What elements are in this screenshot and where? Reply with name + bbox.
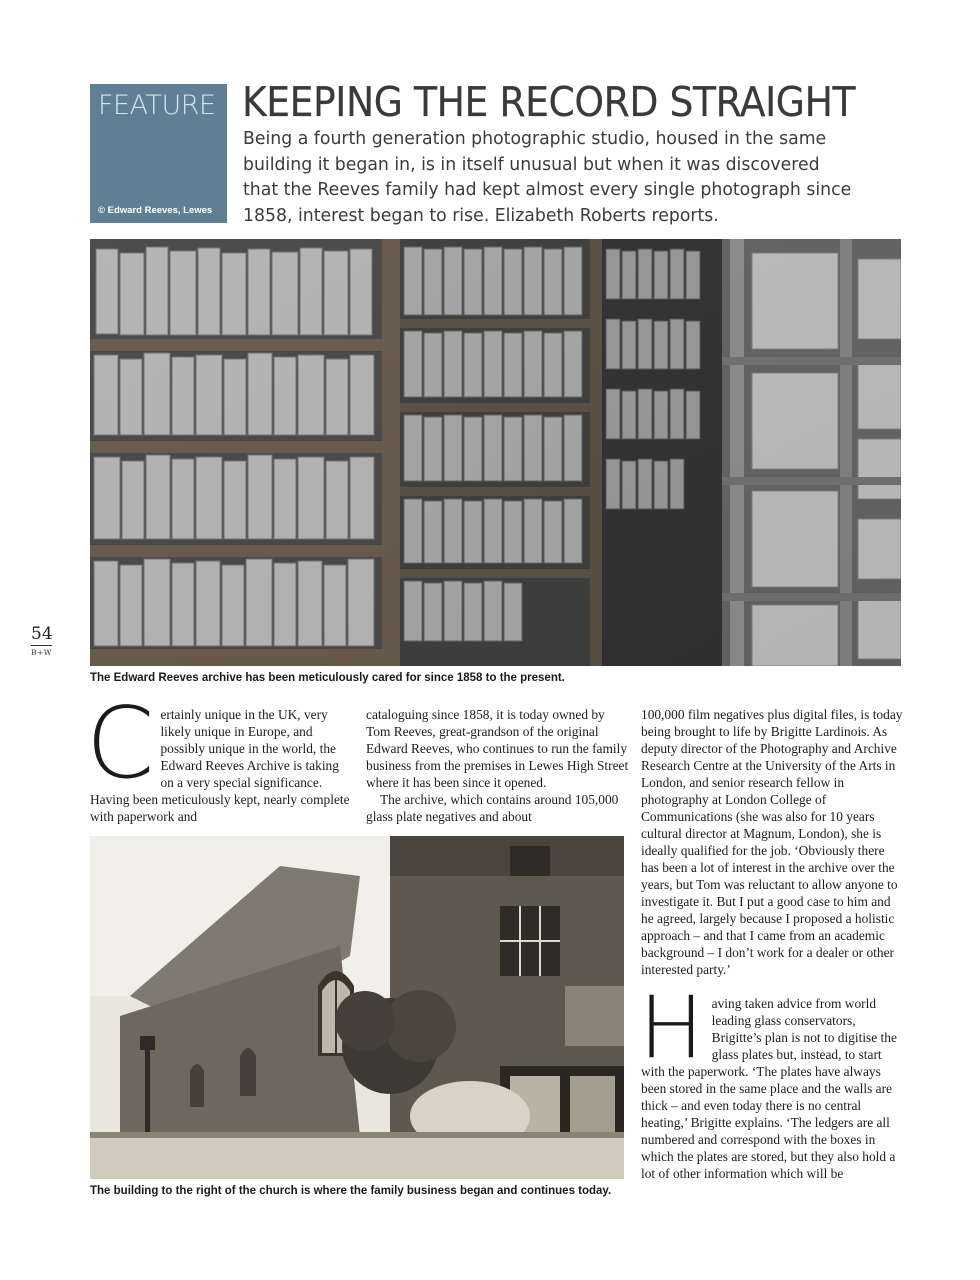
article-standfirst: Being a fourth generation photographic studio, housed in the same building it began in, is in itself unusual but when it was discovered that the Reeves family had kept almost every single photograph since 1858, interest began to rise. Elizabeth Roberts reports. xyxy=(243,128,852,226)
article-paragraph: aving taken advice from world leading glass conservators, Brigitte’s plan is not to digitise the glass plates but, instead, to start with the paperwork. ‘The plates have always been stored in the same place and the walls are thick – and even today there is no central heating,’ Brigitte explains. ‘The ledgers are all numbered and correspond with the boxes in which the plates are stored, but they also hold a lot of other information which will be xyxy=(641,996,897,1181)
feature-section-box xyxy=(90,84,227,223)
folio-divider xyxy=(31,645,52,646)
article-paragraph: The archive, which contains around 105,000 glass plate negatives and about xyxy=(366,792,619,824)
article-paragraph: cataloguing since 1858, it is today owned by Tom Reeves, great-grandson of the original Edward Reeves, who continues to run the family business from the premises in Lewes High Street where it has been since it opened. xyxy=(366,707,629,790)
article-column-2 xyxy=(366,706,630,825)
section-label: FEATURE xyxy=(98,90,216,121)
article-column-1 xyxy=(86,687,352,825)
drop-cap-h: H xyxy=(639,978,704,1078)
archive-photo-caption: The Edward Reeves archive has been meticulously cared for since 1858 to the present. xyxy=(90,672,565,684)
article-column-3 xyxy=(641,706,903,1182)
archive-shelves-photo xyxy=(90,239,901,666)
building-photo xyxy=(90,836,624,1179)
article-headline: KEEPING THE RECORD STRAIGHT xyxy=(242,78,856,126)
drop-cap-c: C xyxy=(86,687,155,801)
article-paragraph: ertainly unique in the UK, very likely unique in Europe, and possibly unique in the world, the Edward Reeves Archive is taking on a very special significance. Having been meticulously kept, nearly complete with paperwork and xyxy=(90,707,350,824)
page-number: 54 xyxy=(31,624,53,644)
article-paragraph: 100,000 film negatives plus digital files, is today being brought to life by Brigitte Lardinois. As deputy director of the Photography and Archive Research Centre at the University of the Arts in London, and senior research fellow in photography at London College of Communications (she was also for 10 years cultural director at Magnum, London), she is ideally qualified for the job. ‘Obviously there has been a lot of interest in the archive over the years, but Tom was reluctant to allow anyone to investigate it. But I put a good case to him and he agreed, largely because I proposed a holistic approach – and that I came from an academic background – I don’t work for a dealer or other interested party.’ xyxy=(641,707,903,977)
building-photo-caption: The building to the right of the church is where the family business began and continues today. xyxy=(90,1185,612,1197)
magazine-mark: B+W xyxy=(31,648,53,657)
photo-credit: © Edward Reeves, Lewes xyxy=(98,205,213,216)
